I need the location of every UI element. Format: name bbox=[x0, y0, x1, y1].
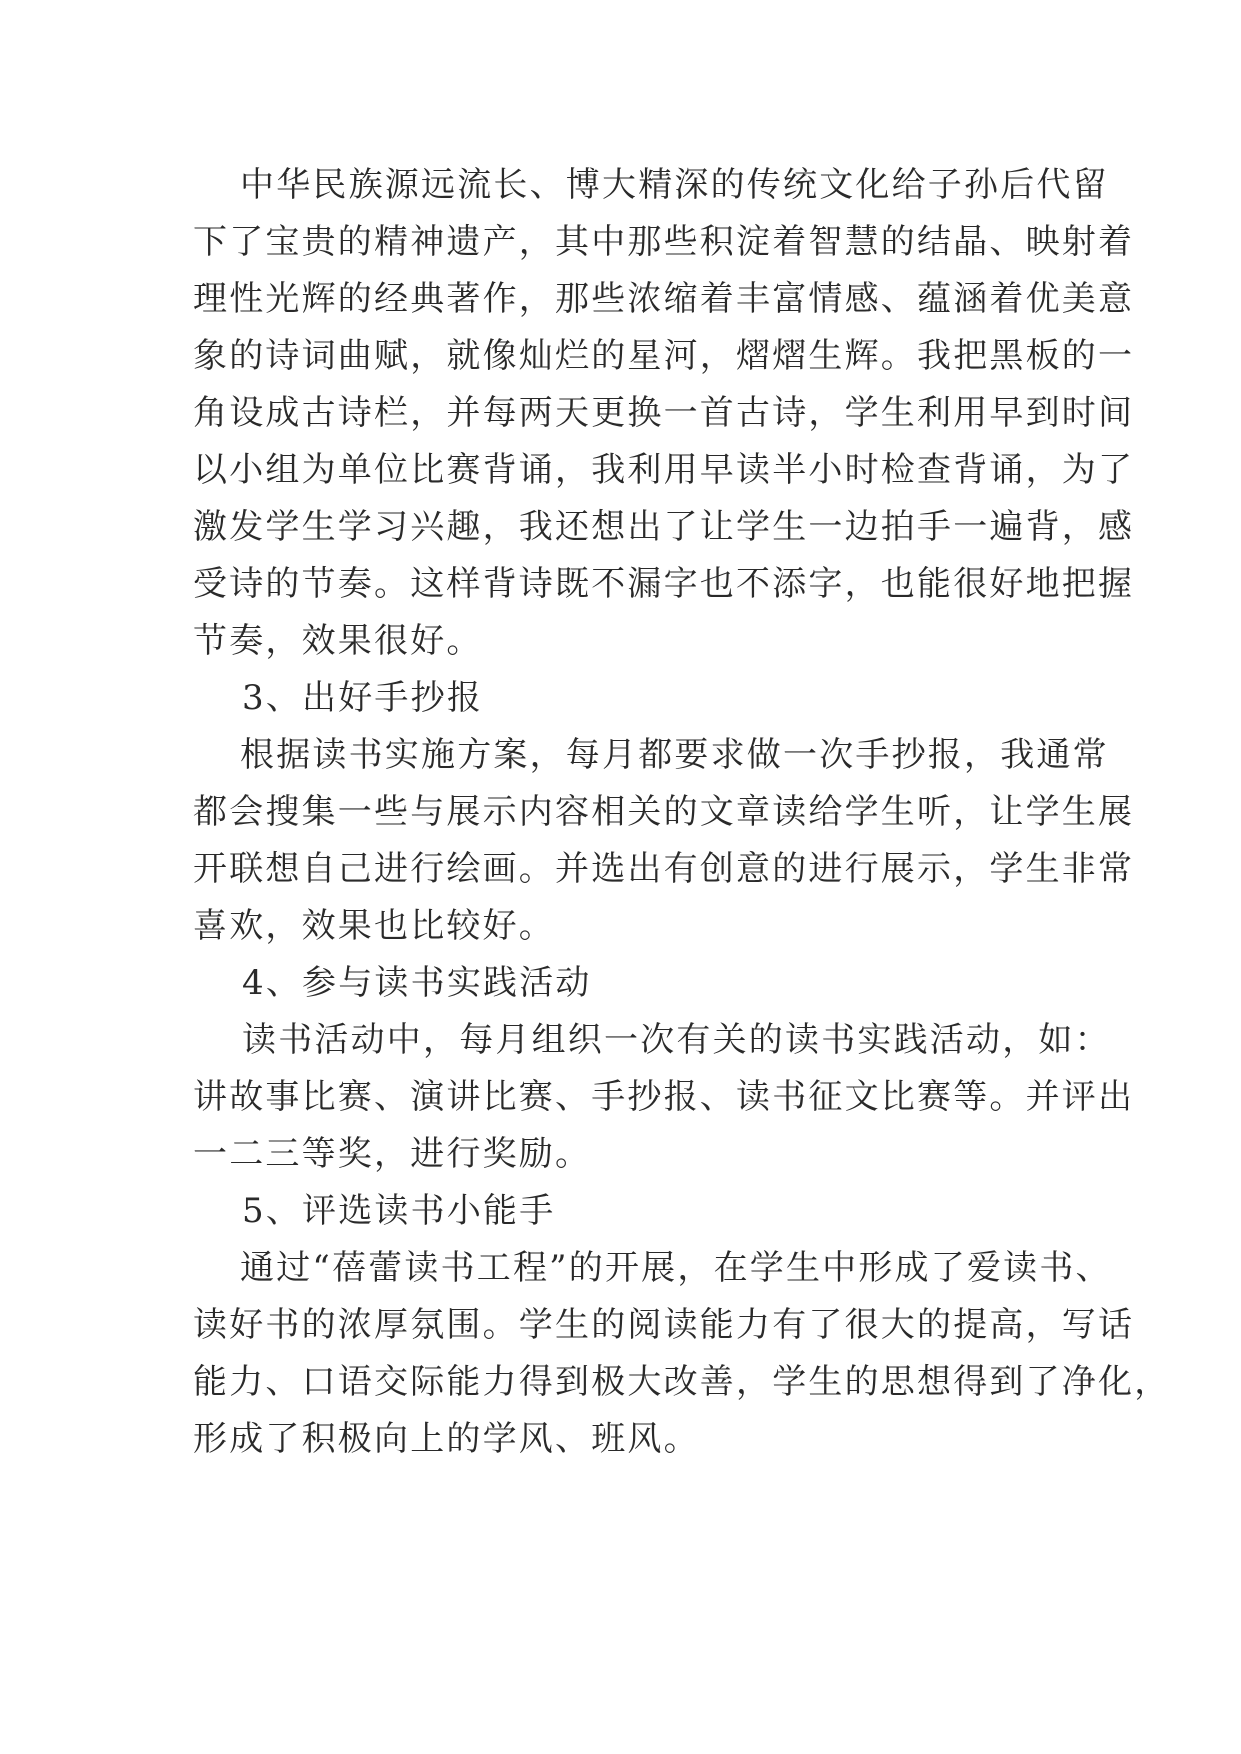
paragraph-1-line-7: 激发学生学习兴趣，我还想出了让学生一边拍手一遍背，感 bbox=[193, 507, 1135, 547]
paragraph-5-line-1: 通过“蓓蕾读书工程”的开展，在学生中形成了爱读书、 bbox=[240, 1248, 1112, 1288]
paragraph-1-line-8: 受诗的节奏。这样背诗既不漏字也不添字，也能很好地把握 bbox=[193, 564, 1135, 604]
paragraph-3-line-3: 开联想自己进行绘画。并选出有创意的进行展示，学生非常 bbox=[193, 849, 1135, 889]
paragraph-5-line-2: 读好书的浓厚氛围。学生的阅读能力有了很大的提高，写话 bbox=[193, 1305, 1135, 1345]
paragraph-5-line-3: 能力、口语交际能力得到极大改善，学生的思想得到了净化， bbox=[193, 1362, 1171, 1402]
paragraph-3-line-1: 根据读书实施方案，每月都要求做一次手抄报，我通常 bbox=[240, 735, 1109, 775]
section-heading-3: 3、出好手抄报 bbox=[242, 678, 484, 718]
paragraph-3-line-2: 都会搜集一些与展示内容相关的文章读给学生听，让学生展 bbox=[193, 792, 1135, 832]
paragraph-1-line-3: 理性光辉的经典著作，那些浓缩着丰富情感、蕴涵着优美意 bbox=[193, 279, 1135, 319]
paragraph-1-line-6: 以小组为单位比赛背诵，我利用早读半小时检查背诵，为了 bbox=[193, 450, 1135, 490]
paragraph-1-line-4: 象的诗词曲赋，就像灿烂的星河，熠熠生辉。我把黑板的一 bbox=[193, 336, 1135, 376]
paragraph-1-line-5: 角设成古诗栏，并每两天更换一首古诗，学生利用早到时间 bbox=[193, 393, 1135, 433]
section-heading-5: 5、评选读书小能手 bbox=[242, 1191, 556, 1231]
paragraph-4-line-2: 讲故事比赛、演讲比赛、手抄报、读书征文比赛等。并评出 bbox=[193, 1077, 1135, 1117]
section-heading-4: 4、参与读书实践活动 bbox=[242, 963, 592, 1003]
paragraph-4-line-1: 读书活动中，每月组织一次有关的读书实践活动，如： bbox=[242, 1020, 1111, 1060]
paragraph-1-line-9: 节奏，效果很好。 bbox=[193, 621, 483, 661]
paragraph-1-line-2: 下了宝贵的精神遗产，其中那些积淀着智慧的结晶、映射着 bbox=[193, 222, 1135, 262]
paragraph-1-line-1: 中华民族源远流长、博大精深的传统文化给子孙后代留 bbox=[240, 165, 1109, 205]
paragraph-5-line-4: 形成了积极向上的学风、班风。 bbox=[193, 1419, 700, 1459]
paragraph-4-line-3: 一二三等奖，进行奖励。 bbox=[193, 1134, 592, 1174]
paragraph-3-line-4: 喜欢，效果也比较好。 bbox=[193, 906, 555, 946]
